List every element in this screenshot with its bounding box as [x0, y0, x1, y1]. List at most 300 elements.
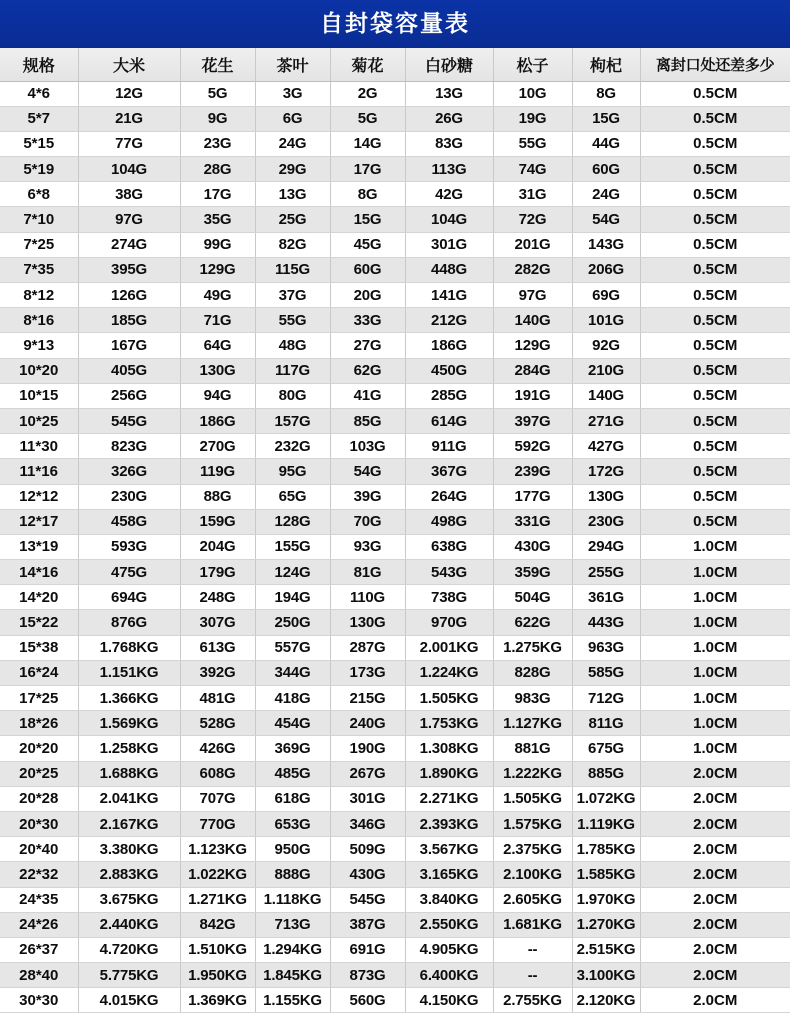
cell-spec: 8*12: [0, 283, 78, 308]
cell-peanut: 23G: [180, 131, 255, 156]
cell-tea: 117G: [255, 358, 330, 383]
cell-sugar: 4.150KG: [405, 988, 493, 1013]
cell-rice: 1.569KG: [78, 711, 180, 736]
cell-pine: 359G: [493, 560, 572, 585]
cell-chrys: 62G: [330, 358, 405, 383]
cell-rice: 475G: [78, 560, 180, 585]
table-row: [0, 887, 790, 912]
cell-chrys: 81G: [330, 560, 405, 585]
cell-chrys: 60G: [330, 257, 405, 282]
column-header-goji: 枸杞: [572, 48, 640, 81]
cell-goji: 101G: [572, 308, 640, 333]
cell-spec: 13*19: [0, 534, 78, 559]
cell-peanut: 1.271KG: [180, 887, 255, 912]
cell-chrys: 39G: [330, 484, 405, 509]
cell-gap: 0.5CM: [640, 509, 790, 534]
cell-peanut: 1.022KG: [180, 862, 255, 887]
cell-goji: 811G: [572, 711, 640, 736]
cell-gap: 0.5CM: [640, 157, 790, 182]
cell-peanut: 1.510KG: [180, 937, 255, 962]
cell-rice: 256G: [78, 383, 180, 408]
cell-tea: 55G: [255, 308, 330, 333]
cell-sugar: 367G: [405, 459, 493, 484]
cell-peanut: 119G: [180, 459, 255, 484]
cell-sugar: 1.224KG: [405, 660, 493, 685]
table-row: [0, 837, 790, 862]
column-header-sugar: 白砂糖: [405, 48, 493, 81]
cell-goji: 230G: [572, 509, 640, 534]
cell-goji: 361G: [572, 585, 640, 610]
cell-pine: 331G: [493, 509, 572, 534]
cell-sugar: 1.753KG: [405, 711, 493, 736]
table-row: [0, 534, 790, 559]
cell-tea: 65G: [255, 484, 330, 509]
cell-goji: 15G: [572, 106, 640, 131]
table-row: [0, 660, 790, 685]
cell-gap: 2.0CM: [640, 761, 790, 786]
cell-pine: 504G: [493, 585, 572, 610]
cell-gap: 0.5CM: [640, 182, 790, 207]
cell-spec: 11*30: [0, 434, 78, 459]
cell-rice: 3.380KG: [78, 837, 180, 862]
table-row: [0, 761, 790, 786]
cell-rice: 395G: [78, 257, 180, 282]
cell-peanut: 528G: [180, 711, 255, 736]
cell-tea: 25G: [255, 207, 330, 232]
cell-tea: 653G: [255, 811, 330, 836]
column-header-peanut: 花生: [180, 48, 255, 81]
cell-pine: 2.375KG: [493, 837, 572, 862]
cell-peanut: 842G: [180, 912, 255, 937]
table-row: [0, 106, 790, 131]
cell-spec: 12*12: [0, 484, 78, 509]
cell-tea: 128G: [255, 509, 330, 534]
table-row: [0, 635, 790, 660]
cell-spec: 22*32: [0, 862, 78, 887]
cell-tea: 1.294KG: [255, 937, 330, 962]
cell-peanut: 5G: [180, 81, 255, 106]
cell-spec: 20*30: [0, 811, 78, 836]
cell-spec: 20*40: [0, 837, 78, 862]
cell-gap: 2.0CM: [640, 811, 790, 836]
cell-spec: 7*35: [0, 257, 78, 282]
cell-sugar: 2.550KG: [405, 912, 493, 937]
cell-pine: 1.127KG: [493, 711, 572, 736]
cell-peanut: 270G: [180, 434, 255, 459]
cell-gap: 1.0CM: [640, 585, 790, 610]
cell-chrys: 430G: [330, 862, 405, 887]
cell-chrys: 267G: [330, 761, 405, 786]
table-row: [0, 434, 790, 459]
cell-rice: 1.151KG: [78, 660, 180, 685]
cell-gap: 2.0CM: [640, 862, 790, 887]
cell-sugar: 638G: [405, 534, 493, 559]
cell-sugar: 2.393KG: [405, 811, 493, 836]
cell-gap: 1.0CM: [640, 711, 790, 736]
cell-peanut: 426G: [180, 736, 255, 761]
cell-rice: 12G: [78, 81, 180, 106]
cell-gap: 0.5CM: [640, 358, 790, 383]
cell-pine: 1.575KG: [493, 811, 572, 836]
cell-gap: 2.0CM: [640, 963, 790, 988]
cell-gap: 0.5CM: [640, 257, 790, 282]
table-row: [0, 509, 790, 534]
cell-pine: 397G: [493, 408, 572, 433]
cell-gap: 1.0CM: [640, 736, 790, 761]
cell-sugar: 13G: [405, 81, 493, 106]
cell-tea: 157G: [255, 408, 330, 433]
cell-spec: 10*25: [0, 408, 78, 433]
cell-goji: 210G: [572, 358, 640, 383]
cell-rice: 593G: [78, 534, 180, 559]
cell-goji: 92G: [572, 333, 640, 358]
cell-pine: --: [493, 937, 572, 962]
cell-pine: 430G: [493, 534, 572, 559]
cell-pine: 2.605KG: [493, 887, 572, 912]
cell-tea: 485G: [255, 761, 330, 786]
column-header-spec: 规格: [0, 48, 78, 81]
cell-rice: 4.015KG: [78, 988, 180, 1013]
cell-pine: 1.222KG: [493, 761, 572, 786]
cell-chrys: 190G: [330, 736, 405, 761]
cell-goji: 3.100KG: [572, 963, 640, 988]
cell-gap: 0.5CM: [640, 131, 790, 156]
cell-pine: 983G: [493, 686, 572, 711]
cell-goji: 963G: [572, 635, 640, 660]
cell-chrys: 85G: [330, 408, 405, 433]
cell-spec: 7*25: [0, 232, 78, 257]
cell-rice: 1.688KG: [78, 761, 180, 786]
cell-tea: 13G: [255, 182, 330, 207]
cell-peanut: 770G: [180, 811, 255, 836]
cell-sugar: 2.271KG: [405, 786, 493, 811]
cell-tea: 454G: [255, 711, 330, 736]
cell-goji: 712G: [572, 686, 640, 711]
cell-chrys: 560G: [330, 988, 405, 1013]
cell-spec: 5*7: [0, 106, 78, 131]
cell-chrys: 509G: [330, 837, 405, 862]
cell-pine: 201G: [493, 232, 572, 257]
table-row: [0, 383, 790, 408]
cell-spec: 5*19: [0, 157, 78, 182]
cell-goji: 24G: [572, 182, 640, 207]
cell-peanut: 307G: [180, 610, 255, 635]
table-row: [0, 811, 790, 836]
cell-tea: 1.118KG: [255, 887, 330, 912]
cell-peanut: 64G: [180, 333, 255, 358]
table-row: [0, 912, 790, 937]
cell-sugar: 1.890KG: [405, 761, 493, 786]
cell-goji: 1.119KG: [572, 811, 640, 836]
cell-goji: 585G: [572, 660, 640, 685]
cell-goji: 271G: [572, 408, 640, 433]
cell-peanut: 17G: [180, 182, 255, 207]
cell-rice: 694G: [78, 585, 180, 610]
cell-chrys: 103G: [330, 434, 405, 459]
cell-peanut: 9G: [180, 106, 255, 131]
cell-sugar: 3.840KG: [405, 887, 493, 912]
cell-chrys: 215G: [330, 686, 405, 711]
cell-sugar: 285G: [405, 383, 493, 408]
cell-pine: --: [493, 963, 572, 988]
cell-gap: 2.0CM: [640, 937, 790, 962]
cell-peanut: 159G: [180, 509, 255, 534]
cell-gap: 1.0CM: [640, 660, 790, 685]
cell-rice: 274G: [78, 232, 180, 257]
cell-rice: 77G: [78, 131, 180, 156]
cell-pine: 2.755KG: [493, 988, 572, 1013]
cell-chrys: 41G: [330, 383, 405, 408]
cell-gap: 0.5CM: [640, 283, 790, 308]
cell-pine: 129G: [493, 333, 572, 358]
cell-chrys: 27G: [330, 333, 405, 358]
cell-goji: 1.585KG: [572, 862, 640, 887]
cell-gap: 0.5CM: [640, 383, 790, 408]
cell-gap: 0.5CM: [640, 333, 790, 358]
cell-gap: 0.5CM: [640, 484, 790, 509]
cell-sugar: 543G: [405, 560, 493, 585]
cell-sugar: 42G: [405, 182, 493, 207]
cell-pine: 97G: [493, 283, 572, 308]
cell-goji: 2.120KG: [572, 988, 640, 1013]
cell-tea: 29G: [255, 157, 330, 182]
cell-gap: 2.0CM: [640, 887, 790, 912]
cell-chrys: 110G: [330, 585, 405, 610]
cell-gap: 0.5CM: [640, 459, 790, 484]
cell-peanut: 28G: [180, 157, 255, 182]
cell-goji: 2.515KG: [572, 937, 640, 962]
cell-rice: 1.366KG: [78, 686, 180, 711]
cell-chrys: 691G: [330, 937, 405, 962]
cell-chrys: 5G: [330, 106, 405, 131]
cell-tea: 232G: [255, 434, 330, 459]
table-row: [0, 786, 790, 811]
table-row: [0, 610, 790, 635]
cell-pine: 55G: [493, 131, 572, 156]
cell-gap: 1.0CM: [640, 635, 790, 660]
cell-goji: 1.970KG: [572, 887, 640, 912]
cell-tea: 115G: [255, 257, 330, 282]
table-body: [0, 81, 790, 1013]
table-row: [0, 484, 790, 509]
cell-chrys: 387G: [330, 912, 405, 937]
table-row: [0, 257, 790, 282]
cell-spec: 17*25: [0, 686, 78, 711]
cell-goji: 885G: [572, 761, 640, 786]
cell-sugar: 6.400KG: [405, 963, 493, 988]
table-row: [0, 459, 790, 484]
cell-sugar: 301G: [405, 232, 493, 257]
cell-pine: 284G: [493, 358, 572, 383]
cell-goji: 1.270KG: [572, 912, 640, 937]
cell-goji: 44G: [572, 131, 640, 156]
cell-spec: 10*20: [0, 358, 78, 383]
cell-chrys: 130G: [330, 610, 405, 635]
cell-tea: 24G: [255, 131, 330, 156]
table-row: [0, 560, 790, 585]
table-header: [0, 48, 790, 81]
cell-goji: 294G: [572, 534, 640, 559]
table-row: [0, 937, 790, 962]
cell-peanut: 1.950KG: [180, 963, 255, 988]
cell-chrys: 20G: [330, 283, 405, 308]
cell-tea: 48G: [255, 333, 330, 358]
cell-sugar: 113G: [405, 157, 493, 182]
cell-tea: 250G: [255, 610, 330, 635]
cell-rice: 326G: [78, 459, 180, 484]
cell-peanut: 99G: [180, 232, 255, 257]
cell-sugar: 26G: [405, 106, 493, 131]
cell-pine: 592G: [493, 434, 572, 459]
cell-sugar: 970G: [405, 610, 493, 635]
cell-pine: 74G: [493, 157, 572, 182]
cell-tea: 1.155KG: [255, 988, 330, 1013]
cell-spec: 9*13: [0, 333, 78, 358]
cell-tea: 418G: [255, 686, 330, 711]
cell-spec: 15*38: [0, 635, 78, 660]
cell-goji: 1.072KG: [572, 786, 640, 811]
cell-spec: 16*24: [0, 660, 78, 685]
cell-peanut: 1.123KG: [180, 837, 255, 862]
table-row: [0, 711, 790, 736]
cell-sugar: 186G: [405, 333, 493, 358]
cell-chrys: 173G: [330, 660, 405, 685]
cell-spec: 18*26: [0, 711, 78, 736]
table-row: [0, 308, 790, 333]
cell-sugar: 450G: [405, 358, 493, 383]
cell-chrys: 2G: [330, 81, 405, 106]
cell-sugar: 141G: [405, 283, 493, 308]
cell-spec: 10*15: [0, 383, 78, 408]
cell-pine: 1.505KG: [493, 786, 572, 811]
cell-gap: 2.0CM: [640, 786, 790, 811]
cell-pine: 140G: [493, 308, 572, 333]
cell-sugar: 104G: [405, 207, 493, 232]
cell-spec: 14*20: [0, 585, 78, 610]
cell-rice: 3.675KG: [78, 887, 180, 912]
cell-sugar: 3.567KG: [405, 837, 493, 862]
cell-rice: 185G: [78, 308, 180, 333]
table-row: [0, 408, 790, 433]
cell-gap: 0.5CM: [640, 207, 790, 232]
cell-spec: 20*25: [0, 761, 78, 786]
cell-spec: 24*35: [0, 887, 78, 912]
cell-sugar: 4.905KG: [405, 937, 493, 962]
cell-rice: 405G: [78, 358, 180, 383]
column-header-gap: 离封口处还差多少: [640, 48, 790, 81]
cell-pine: 881G: [493, 736, 572, 761]
cell-sugar: 1.308KG: [405, 736, 493, 761]
cell-sugar: 614G: [405, 408, 493, 433]
cell-pine: 239G: [493, 459, 572, 484]
cell-rice: 2.440KG: [78, 912, 180, 937]
cell-spec: 20*20: [0, 736, 78, 761]
cell-goji: 60G: [572, 157, 640, 182]
cell-tea: 344G: [255, 660, 330, 685]
table-row: [0, 182, 790, 207]
cell-rice: 167G: [78, 333, 180, 358]
cell-spec: 5*15: [0, 131, 78, 156]
header-row: [0, 48, 790, 81]
cell-rice: 458G: [78, 509, 180, 534]
table-row: [0, 736, 790, 761]
cell-rice: 4.720KG: [78, 937, 180, 962]
cell-spec: 12*17: [0, 509, 78, 534]
cell-sugar: 264G: [405, 484, 493, 509]
cell-rice: 2.883KG: [78, 862, 180, 887]
cell-peanut: 129G: [180, 257, 255, 282]
cell-goji: 140G: [572, 383, 640, 408]
cell-tea: 618G: [255, 786, 330, 811]
cell-rice: 38G: [78, 182, 180, 207]
cell-gap: 0.5CM: [640, 308, 790, 333]
capacity-table: [0, 48, 790, 1013]
cell-chrys: 8G: [330, 182, 405, 207]
cell-goji: 255G: [572, 560, 640, 585]
column-header-tea: 茶叶: [255, 48, 330, 81]
table-row: [0, 333, 790, 358]
cell-peanut: 71G: [180, 308, 255, 333]
cell-spec: 15*22: [0, 610, 78, 635]
cell-peanut: 481G: [180, 686, 255, 711]
table-row: [0, 157, 790, 182]
cell-sugar: 3.165KG: [405, 862, 493, 887]
cell-goji: 1.785KG: [572, 837, 640, 862]
cell-tea: 557G: [255, 635, 330, 660]
cell-gap: 0.5CM: [640, 106, 790, 131]
cell-sugar: 83G: [405, 131, 493, 156]
cell-chrys: 17G: [330, 157, 405, 182]
cell-peanut: 707G: [180, 786, 255, 811]
table-row: [0, 585, 790, 610]
table-row: [0, 232, 790, 257]
cell-sugar: 738G: [405, 585, 493, 610]
cell-rice: 545G: [78, 408, 180, 433]
cell-gap: 0.5CM: [640, 232, 790, 257]
cell-rice: 2.041KG: [78, 786, 180, 811]
cell-gap: 1.0CM: [640, 534, 790, 559]
cell-gap: 2.0CM: [640, 988, 790, 1013]
cell-sugar: 911G: [405, 434, 493, 459]
cell-chrys: 873G: [330, 963, 405, 988]
cell-peanut: 88G: [180, 484, 255, 509]
table-row: [0, 988, 790, 1013]
cell-goji: 69G: [572, 283, 640, 308]
cell-chrys: 93G: [330, 534, 405, 559]
cell-chrys: 240G: [330, 711, 405, 736]
cell-spec: 26*37: [0, 937, 78, 962]
cell-goji: 8G: [572, 81, 640, 106]
cell-goji: 427G: [572, 434, 640, 459]
table-row: [0, 207, 790, 232]
cell-spec: 7*10: [0, 207, 78, 232]
table-row: [0, 358, 790, 383]
cell-rice: 2.167KG: [78, 811, 180, 836]
column-header-rice: 大米: [78, 48, 180, 81]
cell-rice: 21G: [78, 106, 180, 131]
cell-tea: 950G: [255, 837, 330, 862]
cell-gap: 0.5CM: [640, 408, 790, 433]
cell-rice: 97G: [78, 207, 180, 232]
cell-spec: 4*6: [0, 81, 78, 106]
cell-peanut: 35G: [180, 207, 255, 232]
capacity-table-container: [0, 48, 790, 1013]
cell-tea: 1.845KG: [255, 963, 330, 988]
cell-pine: 828G: [493, 660, 572, 685]
cell-gap: 2.0CM: [640, 912, 790, 937]
cell-pine: 19G: [493, 106, 572, 131]
cell-pine: 1.681KG: [493, 912, 572, 937]
